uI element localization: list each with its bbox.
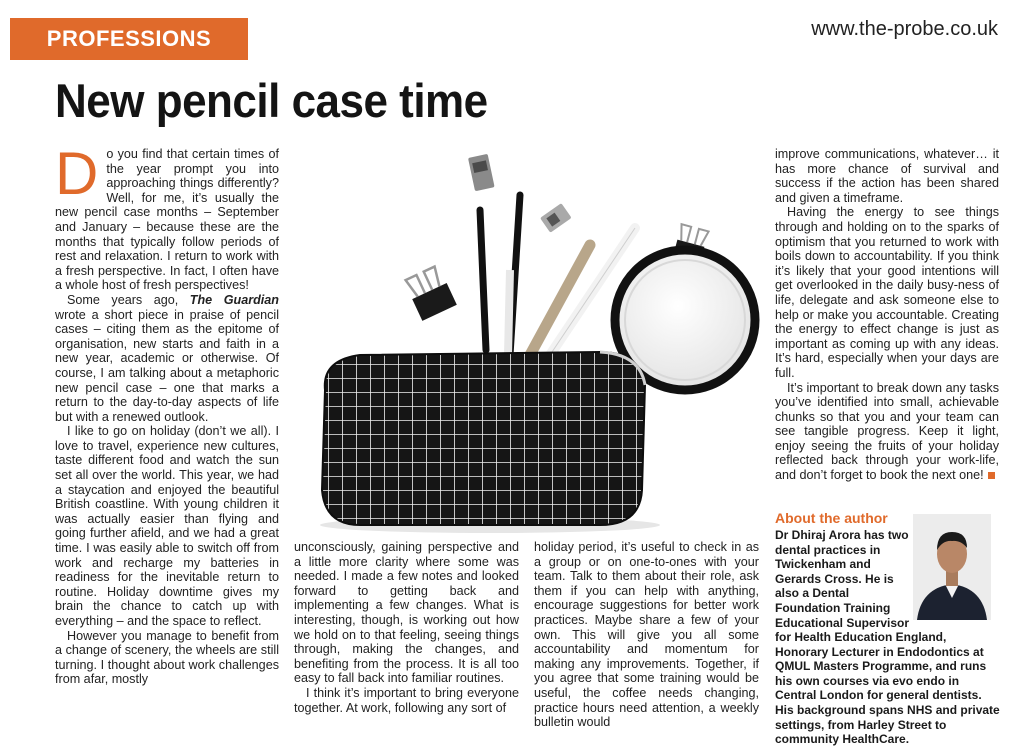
author-bio-continued: for Health Education England, Honorary Lecturer in Endodontics at QMUL Masters Programme, and runs his own courses via evo endo in Central London for general dentists. His background spans NHS and private settings, from Harley Street to community HealthCare. [775,630,1000,747]
article-title: New pencil case time [55,75,488,128]
pencil-sharpener-icon [540,203,572,233]
article-column-4 [775,147,999,483]
author-heading: About the author [775,510,888,526]
pencil-case [322,352,645,525]
paragraph: It’s important to break down any tasks you’ve identified into small, achievable chunks so that you and your team can see tangible progress. Keep it light, enjoy seeing the fruits of your holiday reflected back through your work-life, and don’t forget to book the next one! [775,380,999,483]
paragraph: Some years ago, The Guardian wrote a short piece in praise of pencil cases – citing them as the epitome of organisation, new starts and faith in a new year, academic or otherwise. Of course, I am talking about a metaphoric new pencil case – one that marks a return to the day-to-day aspects of life but with a renewed outlook. [55,292,279,424]
section-tag: PROFESSIONS [10,18,248,60]
site-url[interactable]: www.the-probe.co.uk [811,18,998,40]
article-column-1 [55,140,279,687]
paragraph: Do you find that certain times of the year prompt you into approaching things differently? Well, for me, it’s usually the new pencil case months – September and January – because these are the months that typically follow periods of rest and relaxation. I return to work with a fresh perspective. In fact, I often have a whole host of fresh perspectives! [55,140,279,293]
publication-name: The Guardian [189,292,279,307]
author-bio: Dr Dhiraj Arora has two dental practices in Twickenham and Gerards Cross. He is also a Dental Foundation Training Educational Supervisor [775,528,910,630]
paragraph: unconsciously, gaining perspective and a little more clarity where some was needed. I made a few notes and looked forward to getting back and implementing a few changes. What is interesting, though, is working out how we hold on to that feeling, seeing things through, making the changes, and benefiting from the process. It is all too easy to fall back into familiar routines. [294,540,519,686]
pencil-sharpener-icon [468,154,495,191]
binder-clip-icon [404,265,457,321]
author-photo [913,514,991,620]
paragraph: I like to go on holiday (don’t we all). I love to travel, experience new cultures, taste different food and watch the sun set all over the world. This year, we had a staycation and enjoyed the beautiful British coastline. With young children it was actually easier than flying and going further afield, and we had a great time. I was easily able to switch off from work and recharge my batteries in readiness for the inevitable return to routine. Holiday downtime gives my brain the chance to catch up with everything – and the space to reflect. [55,424,279,628]
paragraph: I think it’s important to bring everyone together. At work, following any sort of [294,685,519,715]
end-of-article-mark [988,472,995,479]
article-column-2 [294,540,519,715]
paragraph: improve communications, whatever… it has more chance of survival and success if the action has been shared and given a timeframe. [775,147,999,205]
drop-cap: D [55,140,99,207]
article-column-3 [534,540,759,730]
paragraph: However you manage to benefit from a change of scenery, the wheels are still turning. I thought about work challenges from afar, mostly [55,628,279,687]
paragraph: holiday period, it’s useful to check in as a group or on one-to-ones with your team. Talk to them about their role, ask them if you can help with anything, encourage suggestions for better work practices. Maybe share a few of your own. This will give you all some accountability and momentum for making any improvements. Together, if you agree that some training would be useful, the coffee needs changing, practice hours need attention, a weekly bulletin would [534,540,759,730]
pencil-case-illustration [300,140,770,535]
paragraph: Having the energy to see things through and holding on to the sparks of optimism that you returned to work with boils down to accountability. If you think it’s likely that your good intentions will get overlooked in the daily busy-ness of life, delegate and ask someone else to help or make you accountable. Creating the energy to effect change is just as important as coming up with any ideas. It’s hard, especially when your days are full. [775,205,999,380]
